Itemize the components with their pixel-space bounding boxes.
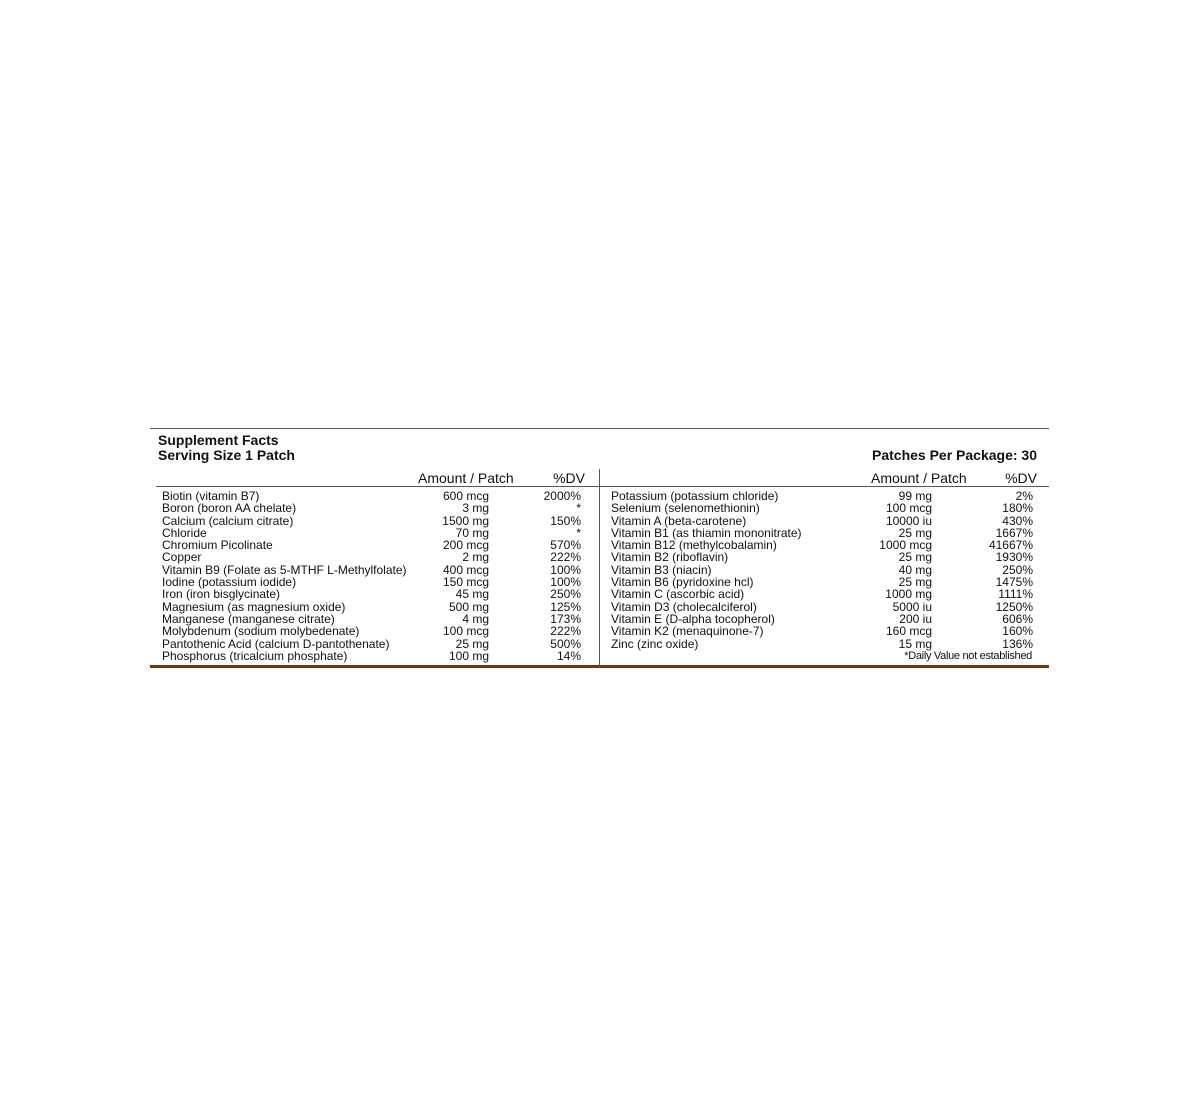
left-nutrient-list (150, 490, 599, 662)
nutrient-amount: 25 mg (898, 550, 932, 565)
nutrient-name: Selenium (selenomethionin) (611, 501, 760, 516)
nutrient-name: Chromium Picolinate (162, 538, 273, 553)
nutrient-amount: 200 mcg (442, 538, 489, 553)
nutrient-row (600, 638, 1049, 650)
nutrient-dv: 430% (1002, 513, 1033, 528)
nutrient-name: Vitamin B3 (niacin) (611, 562, 712, 577)
nutrient-name: Vitamin D3 (cholecalciferol) (611, 599, 757, 614)
nutrient-row (150, 625, 599, 637)
nutrient-name: Zinc (zinc oxide) (611, 636, 699, 651)
nutrient-dv: 160% (1002, 624, 1033, 639)
nutrient-name: Molybdenum (sodium molybedenate) (162, 624, 360, 639)
nutrient-row (150, 502, 599, 514)
nutrient-dv: 2% (1015, 489, 1033, 503)
nutrient-dv: 250% (550, 587, 581, 602)
nutrient-amount: 15 mg (898, 636, 932, 651)
nutrient-amount: 10000 iu (885, 513, 932, 528)
daily-value-footnote: *Daily Value not established (904, 650, 1032, 662)
serving-size: Serving Size 1 Patch (158, 447, 295, 463)
nutrient-amount: 45 mg (455, 587, 489, 602)
nutrient-row (600, 551, 1049, 563)
nutrient-dv: 1475% (995, 575, 1033, 590)
nutrient-dv: 2000% (543, 489, 581, 503)
nutrient-name: Vitamin A (beta-carotene) (611, 513, 747, 528)
nutrient-dv: 570% (550, 538, 581, 553)
nutrient-dv: 1250% (995, 599, 1033, 614)
nutrient-row (150, 588, 599, 600)
panel-title: Supplement Facts (158, 432, 279, 448)
nutrient-dv: 222% (550, 624, 581, 639)
nutrient-name: Vitamin E (D-alpha tocopherol) (611, 611, 775, 626)
dv-column-header: %DV (1005, 470, 1037, 486)
nutrient-amount: 99 mg (898, 489, 932, 503)
nutrient-amount: 600 mcg (442, 489, 489, 503)
nutrient-dv: 500% (550, 636, 581, 651)
nutrient-row (150, 638, 599, 650)
nutrient-name: Calcium (calcium citrate) (162, 513, 294, 528)
nutrient-name: Vitamin B2 (riboflavin) (611, 550, 729, 565)
nutrient-name: Manganese (manganese citrate) (162, 611, 335, 626)
nutrient-row (150, 539, 599, 551)
nutrient-dv: 150% (550, 513, 581, 528)
nutrient-name: Vitamin B1 (as thiamin mononitrate) (611, 525, 802, 540)
nutrient-amount: 1000 mg (885, 587, 932, 602)
nutrient-amount: 2 mg (462, 550, 489, 565)
nutrient-row (150, 551, 599, 563)
nutrient-amount: 160 mcg (885, 624, 932, 639)
nutrient-name: Iodine (potassium iodide) (162, 575, 297, 590)
nutrient-dv: * (576, 501, 581, 516)
right-nutrient-list (600, 490, 1049, 650)
nutrient-dv: * (576, 525, 581, 540)
nutrient-amount: 150 mcg (442, 575, 489, 590)
nutrient-amount: 5000 iu (892, 599, 932, 614)
nutrient-amount: 25 mg (898, 525, 932, 540)
nutrient-name: Copper (162, 550, 202, 565)
nutrient-amount: 1000 mcg (879, 538, 932, 553)
nutrient-dv: 1667% (995, 525, 1033, 540)
nutrient-dv: 136% (1002, 636, 1033, 651)
nutrient-name: Vitamin B6 (pyridoxine hcl) (611, 575, 754, 590)
nutrient-amount: 25 mg (898, 575, 932, 590)
dv-column-header: %DV (553, 470, 585, 486)
supplement-facts-panel (150, 428, 1049, 668)
nutrient-dv: 1930% (995, 550, 1033, 565)
nutrient-amount: 4 mg (462, 611, 489, 626)
nutrient-name: Vitamin B12 (methylcobalamin) (611, 538, 777, 553)
nutrient-dv: 222% (550, 550, 581, 565)
nutrient-amount: 100 mcg (885, 501, 932, 516)
nutrient-amount: 40 mg (898, 562, 932, 577)
nutrient-amount: 500 mg (448, 599, 489, 614)
nutrient-name: Iron (iron bisglycinate) (162, 587, 281, 602)
nutrient-name: Pantothenic Acid (calcium D-pantothenate) (162, 636, 390, 651)
nutrient-amount: 200 iu (899, 611, 932, 626)
nutrient-dv: 100% (550, 562, 581, 577)
header-rule (600, 486, 1049, 487)
nutrient-name: Biotin (vitamin B7) (162, 489, 260, 503)
nutrient-dv: 606% (1002, 611, 1033, 626)
nutrient-dv: 180% (1002, 501, 1033, 516)
nutrient-row (600, 588, 1049, 600)
patches-per-package: Patches Per Package: 30 (872, 447, 1037, 463)
nutrient-row (600, 502, 1049, 514)
nutrient-name: Vitamin K2 (menaquinone-7) (611, 624, 764, 639)
nutrient-name: Chloride (162, 525, 207, 540)
nutrient-dv: 1111% (998, 587, 1033, 602)
nutrient-amount: 400 mcg (442, 562, 489, 577)
nutrient-dv: 100% (550, 575, 581, 590)
nutrient-amount: 100 mcg (442, 624, 489, 639)
header-rule (156, 486, 599, 487)
nutrient-name: Vitamin C (ascorbic acid) (611, 587, 745, 602)
nutrient-amount: 70 mg (455, 525, 489, 540)
nutrient-dv: 250% (1002, 562, 1033, 577)
nutrient-amount: 100 mg (448, 648, 489, 663)
amount-column-header: Amount / Patch (871, 470, 967, 486)
nutrient-amount: 1500 mg (442, 513, 489, 528)
nutrient-dv: 173% (550, 611, 581, 626)
nutrient-row (150, 515, 599, 527)
nutrient-amount: 25 mg (455, 636, 489, 651)
nutrient-name: Vitamin B9 (Folate as 5-MTHF L-Methylfolate) (162, 562, 407, 577)
nutrient-name: Phosphorus (tricalcium phosphate) (162, 648, 348, 663)
nutrient-name: Magnesium (as magnesium oxide) (162, 599, 346, 614)
nutrient-name: Potassium (potassium chloride) (611, 489, 779, 503)
nutrient-dv: 125% (550, 599, 581, 614)
nutrient-dv: 41667% (988, 538, 1033, 553)
nutrient-dv: 14% (556, 648, 581, 663)
nutrient-row (600, 625, 1049, 637)
nutrient-name: Boron (boron AA chelate) (162, 501, 297, 516)
nutrient-row (150, 650, 599, 662)
amount-column-header: Amount / Patch (418, 470, 514, 486)
nutrient-amount: 3 mg (462, 501, 489, 516)
